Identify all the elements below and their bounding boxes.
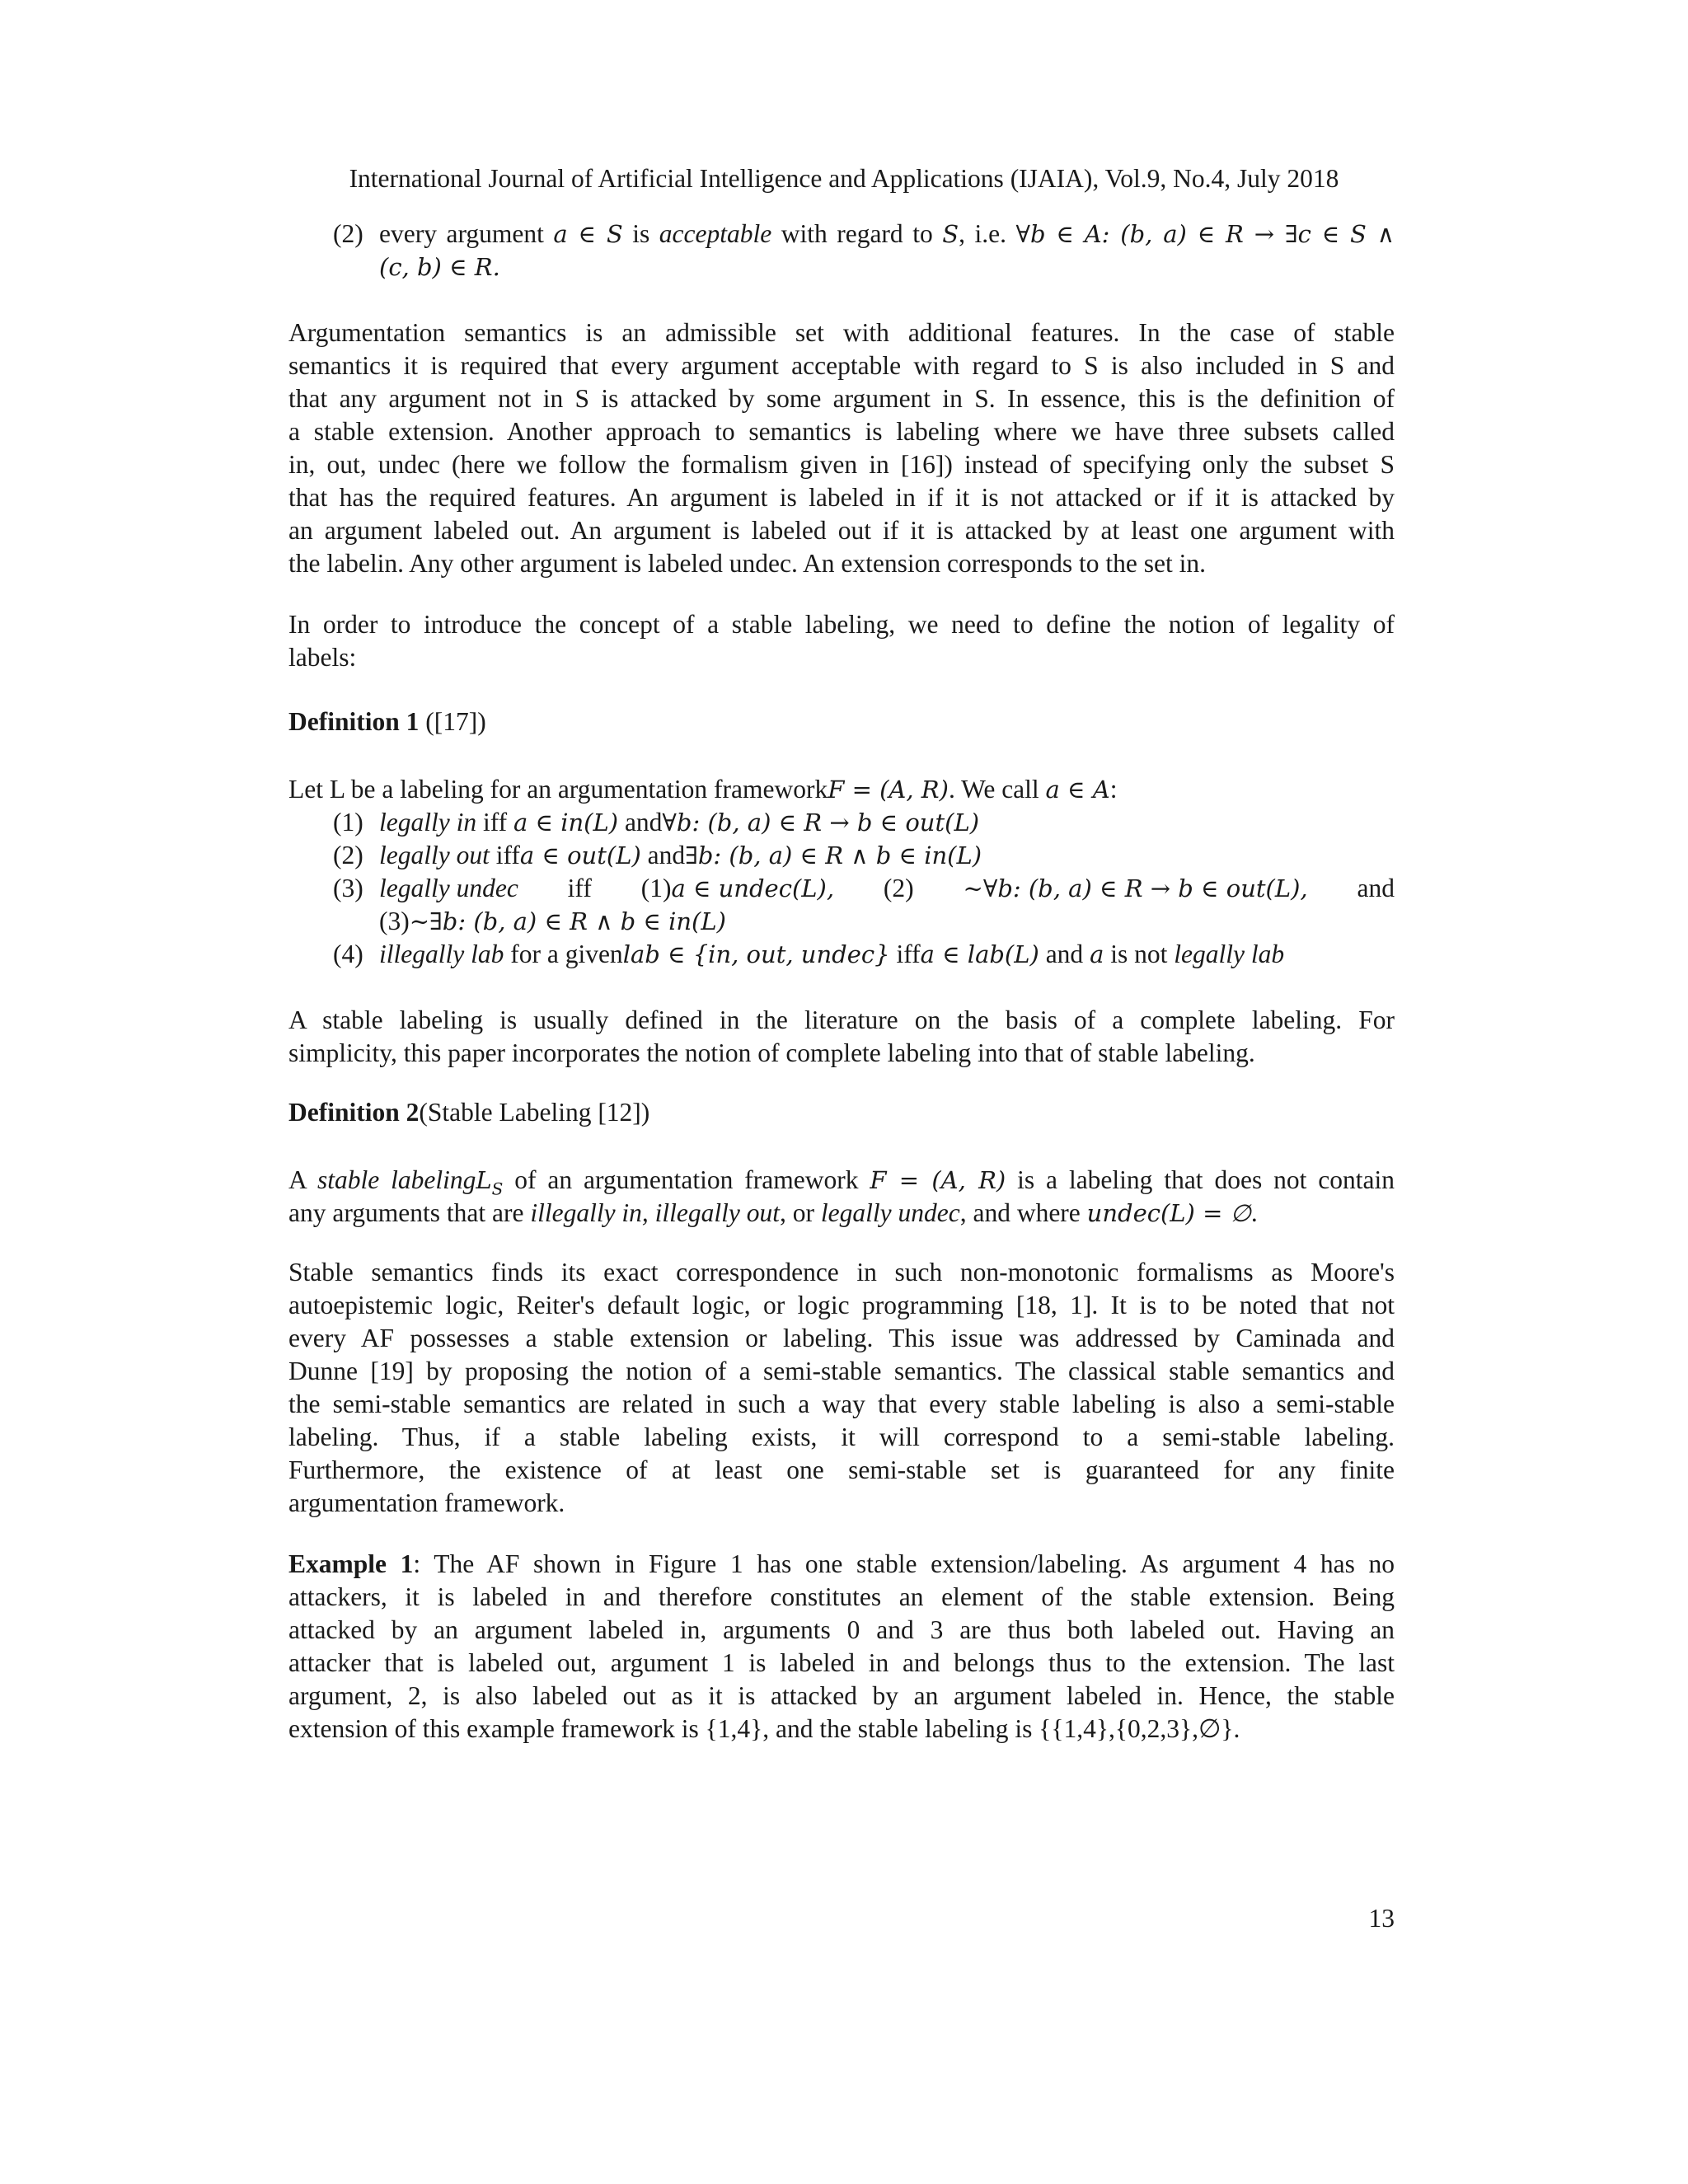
paragraph-stable-semantics [288,1256,1395,1520]
text-line: Dunne [19] by proposing the notion of a semi-stable semantics. The classical stable semantics and [288,1357,1395,1385]
text-line: a stable extension. Another approach to semantics is labeling where we have three subsets called [288,417,1395,446]
item-body [379,218,1395,284]
text-line: argumentation framework. [288,1488,565,1517]
item-line: every argument a ∈ S is acceptable with regard to S, i.e. ∀b ∈ A: (b, a) ∈ R → ∃c ∈ S ∧ [379,219,1395,248]
text-line: labels: [288,643,357,672]
text-line: extension of this example framework is {1,4}, and the stable labeling is {{1,4},{0,2,3},∅}. [288,1714,1240,1743]
paragraph-complete-labeling [288,1004,1395,1070]
item-line: (c, b) ∈ R. [379,253,500,281]
text-line: autoepistemic logic, Reiter's default logic, or logic programming [18, 1]. It is to be noted that not [288,1291,1395,1319]
text-line: the labelin. Any other argument is labeled undec. An extension corresponds to the set in. [288,549,1207,578]
text-line: every AF possesses a stable extension or labeling. This issue was addressed by Caminada and [288,1324,1395,1352]
text-line: that any argument not in S is attacked by some argument in S. In essence, this is the definition of [288,384,1395,413]
text-line: argument, 2, is also labeled out as it is attacked by an argument labeled in. Hence, the stable [288,1681,1395,1710]
text-line: attacked by an argument labeled in, arguments 0 and 3 are thus both labeled out. Having an [288,1615,1395,1644]
example-1: Example 1: The AF shown in Figure 1 has one stable extension/labeling. As argument 4 has no attackers, it is labeled in and therefore constitutes an element of the stable extension. Being attacked by an argument labeled in, arguments 0 and 3 are thus both labeled out. Having an attacker that is labeled out, argument 1 is labeled in and belongs thus to the extension. The last argument, 2, is also labeled out as it is attacked by an argument labeled in. Hence, the stable extension of this example framework is {1,4}, and the stable labeling is {{1,4},{0,2,3},∅}. [288,1548,1395,1746]
text-line: labeling. Thus, if a stable labeling exists, it will correspond to a semi-stable labeling. [288,1422,1395,1451]
paper-page: International Journal of Artificial Intelligence and Applications (IJAIA), Vol.9, No.4, July 2018 (2) every argument a ∈ S is acceptable with regard to S, i.e. ∀b ∈ A: (b, a) ∈ R → ∃c ∈ S ∧ (c, b) ∈ R. Argumentation semantics is an admissible set with additional features. In the case of stable semantics it is required that every argument acceptable with regard to S is also included in S and that any argument not in S is attacked by some argument in S. In essence, this is the definition of a stable extension. Another approach to semantics is labeling where we have three subsets called in, out, undec (here we follow the formalism given in [16]) instead of specifying only the subset S that has the required features. An argument is labeled in if it is not attacked or if it is attacked by an argument labeled out. An argument is labeled out if it is attacked by at least one argument with the labelin. Any other argument is labeled undec. An extension corresponds to the set in. In order to introduce the concept of a stable labeling, we need to define the notion of legality of labels: Definition 1 ([17]) Let L be a labeling for an argumentation frameworkF = (A, R). We call a ∈ A: (1) legally in iff a ∈ in(L) and∀b: (b, a) ∈ R → b ∈ out(L) (2) legally out iffa ∈ out(L) and∃b: (b, a) ∈ R ∧ b ∈ in(L) (3) legally undec iff (1)a ∈ undec(L), (2) ∼∀b: (b, a) ∈ R → b ∈ out(L), and (3)∼∃b: (b, a) ∈ R ∧ b ∈ in(L) (4) illegally lab for a givenlab ∈ {in, out, undec} iffa ∈ lab(L) and a is not legally lab A stable labeling is usually defined in the literature on the basis of a complete labeling. For simplicity, this paper incorporates the notion of complete labeling into that of stable labeling. Definition 2(Stable Labeling [12]) A stable labelingL$_S$ of an argumentation framework F = (A, R) is a labeling that does not contain any arguments that are illegally in, illegally out, or legally undec, and where undec(L) = ∅. Stable semantics finds its exact correspondence in such non-monotonic formalisms as Moore's autoepistemic logic, Reiter's default logic, or logic programming [18, 1]. It is to be noted that not every AF possesses a stable extension or labeling. This issue was addressed by Caminada and Dunne [19] by proposing the notion of a semi-stable semantics. The classical stable semantics and the semi-stable semantics are related in such a way that every stable labeling is also a semi-stable labeling. Thus, if a stable labeling exists, it will correspond to a semi-stable labeling. Furthermore, the existence of at least one semi-stable set is guaranteed for any finite argumentation framework. Example 1: The AF shown in Figure 1 has one stable extension/labeling. As argument 4 has no attackers, it is labeled in and therefore constitutes an element of the stable extension. Being attacked by an argument labeled in, arguments 0 and 3 are thus both labeled out. Having an attacker that is labeled out, argument 1 is labeled in and belongs thus to the extension. The last argument, 2, is also labeled out as it is attacked by an argument labeled in. Hence, the stable extension of this example framework is {1,4}, and the stable labeling is {{1,4},{0,2,3},∅}. 13 [0,0,1688,2184]
text-line: an argument labeled out. An argument is labeled out if it is attacked by at least one argument with [288,516,1395,545]
page-number: 13 [1368,1904,1395,1933]
text-line: attackers, it is labeled in and therefore constitutes an element of the stable extension. Being [288,1582,1395,1611]
definition-ref: ([17]) [419,707,486,736]
running-header: International Journal of Artificial Intelligence and Applications (IJAIA), Vol.9, No.4, July 2018 [349,164,1339,193]
definition-title: Definition 1 [288,707,420,736]
definition-1-intro: Let L be a labeling for an argumentation frameworkF = (A, R). We call a ∈ A: [288,775,1118,804]
definition-title: Definition 2 [288,1098,420,1127]
definition-2-body: A stable labelingL$_S$ of an argumentation framework F = (A, R) is a labeling that does not contain any arguments that are illegally in, illegally out, or legally undec, and where undec(L) = ∅. [288,1165,1395,1227]
item-number: (2) [333,219,363,248]
text-line: attacker that is labeled out, argument 1 is labeled in and belongs thus to the extension. The last [288,1648,1395,1677]
text-line: semantics it is required that every argument acceptable with regard to S is also included in S and [288,351,1395,380]
definition-ref: (Stable Labeling [12]) [419,1098,650,1127]
text-line: in, out, undec (here we follow the formalism given in [16]) instead of specifying only the subset S [288,450,1395,479]
text-line: the semi-stable semantics are related in such a way that every stable labeling is also a semi-stable [288,1390,1395,1418]
text-line: Argumentation semantics is an admissible set with additional features. In the case of stable [288,318,1395,347]
paragraph-argumentation-semantics [288,316,1395,580]
paragraph-legality-intro [288,608,1395,674]
text-line: simplicity, this paper incorporates the notion of complete labeling into that of stable labeling. [288,1038,1255,1067]
text-line: that has the required features. An argument is labeled in if it is not attacked or if it is attacked by [288,483,1395,512]
definition-1-heading [288,705,1395,738]
text-line: In order to introduce the concept of a stable labeling, we need to define the notion of legality of [288,610,1395,639]
definition-2-heading [288,1096,1395,1129]
text-line: Furthermore, the existence of at least one semi-stable set is guaranteed for any finite [288,1455,1395,1484]
text-line: Stable semantics finds its exact correspondence in such non-monotonic formalisms as Moore's [288,1258,1395,1286]
text-line: A stable labeling is usually defined in the literature on the basis of a complete labeling. For [288,1005,1395,1034]
example-title: Example 1 [288,1549,414,1578]
